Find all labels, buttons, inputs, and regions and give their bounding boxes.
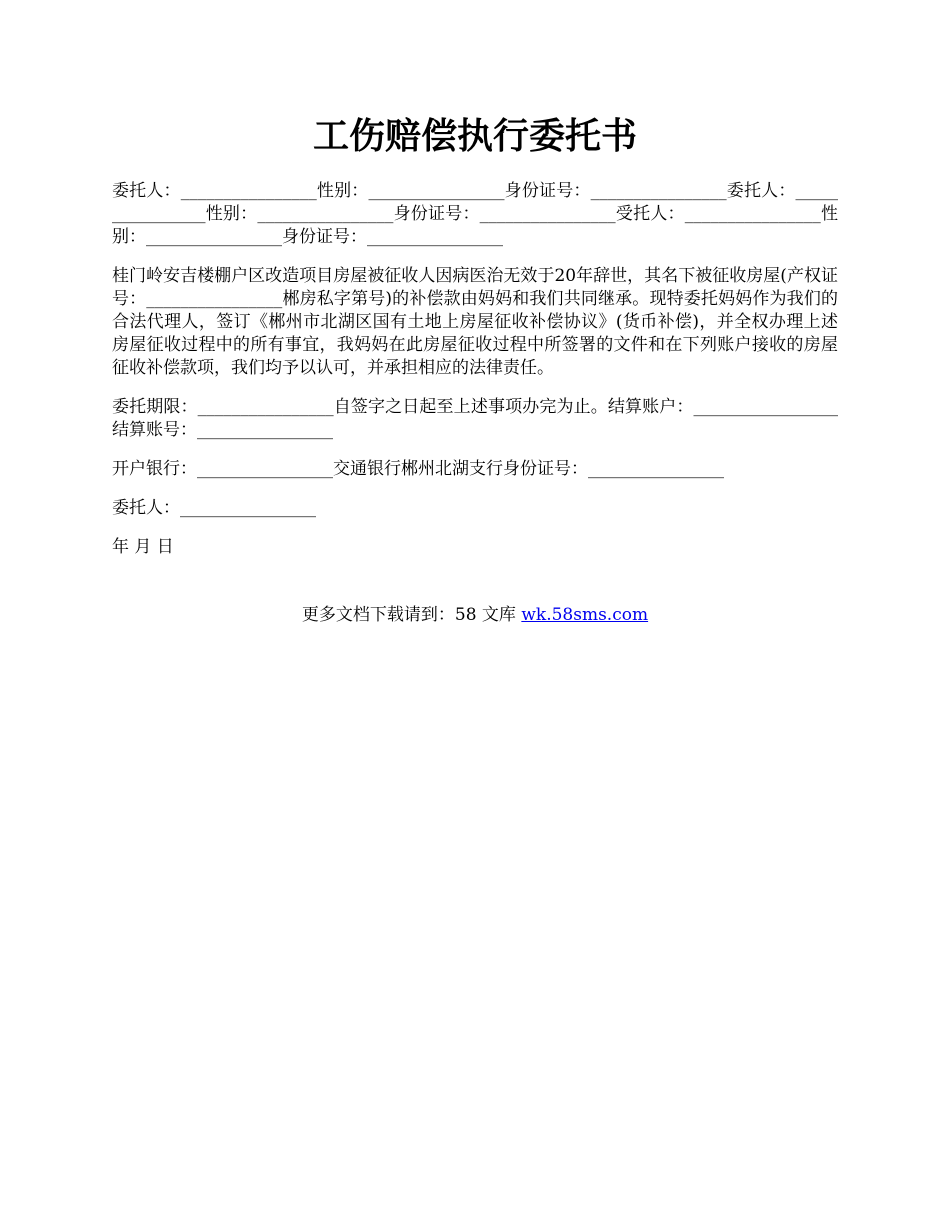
parties-paragraph: 委托人：________________性别：________________身份证号：________________委托人：________________性别：________________身份证号：________________受托人：________________性别：________________身份证号：________________: [112, 181, 838, 247]
document-title: 工伤赔偿执行委托书: [312, 115, 637, 157]
document-body: [112, 180, 838, 575]
bank-paragraph: 开户银行：________________交通银行郴州北湖支行身份证号：________________: [112, 459, 724, 479]
footer-text: 更多文档下载请到：58 文库: [301, 605, 522, 625]
entrustment-paragraph: 桂门岭安吉楼棚户区改造项目房屋被征收人因病医治无效于20年辞世，其名下被征收房屋(产权证号：________________郴房私字第号)的补偿款由妈妈和我们共同继承。现特委托妈妈作为我们的合法代理人，签订《郴州市北湖区国有土地上房屋征收补偿协议》(货币补偿)，并全权办理上述房屋征收过程中的所有事宜，我妈妈在此房屋征收过程中所签署的文件和在下列账户接收的房屋征收补偿款项，我们均予以认可，并承担相应的法律责任。: [112, 266, 838, 378]
signature-line: 委托人：________________: [112, 498, 316, 518]
download-footer: [0, 604, 950, 627]
date-line: 年 月 日: [112, 537, 174, 557]
footer-link[interactable]: wk.58sms.com: [521, 605, 649, 625]
term-account-paragraph: 委托期限：________________自签字之日起至上述事项办完为止。结算账户：_________________结算账号：________________: [112, 397, 838, 440]
